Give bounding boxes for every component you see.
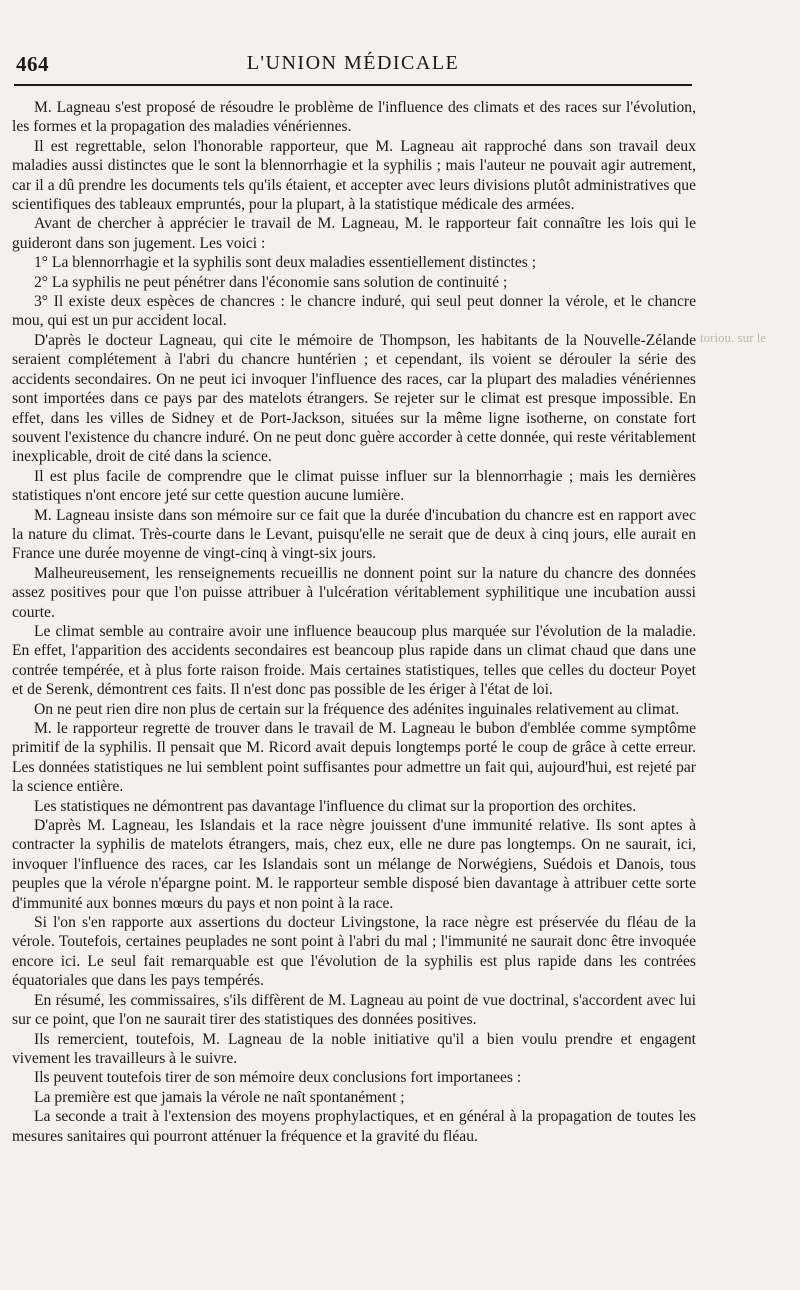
paragraph: Ils remercient, toutefois, M. Lagneau de la noble initiative qu'il a bien voulu prendre et engagent vivement les travailleurs à le suivre. xyxy=(12,1030,696,1067)
paragraph: Ils peuvent toutefois tirer de son mémoire deux conclusions fort importanees : xyxy=(34,1069,522,1087)
paragraph: M. Lagneau s'est proposé de résoudre le problème de l'influence des climats et des races sur l'évolution, les formes et la propagation des maladies vénériennes. xyxy=(12,99,696,136)
paragraph: On ne peut rien dire non plus de certain sur la fréquence des adénites inguinales relativement au climat. xyxy=(34,700,680,718)
journal-title: L'UNION MÉDICALE xyxy=(246,52,460,74)
margin-bleed-text: toriou. sur le xyxy=(700,330,767,345)
paragraph: M. Lagneau insiste dans son mémoire sur ce fait que la durée d'incubation du chancre est en rapport avec la nature du climat. Très-courte dans le Levant, puisqu'elle ne serait que de deux à cinq jours, elle aurait en France une durée moyenne de vingt-cinq à vingt-six jours. xyxy=(12,506,696,563)
list-item: 2° La syphilis ne peut pénétrer dans l'économie sans solution de continuité ; xyxy=(34,273,508,291)
header-rule xyxy=(14,84,692,86)
paragraph: En résumé, les commissaires, s'ils diffèrent de M. Lagneau au point de vue doctrinal, s'accordent avec lui sur ce point, que l'on ne saurait tirer des statistiques des données positives. xyxy=(12,991,696,1029)
paragraph: D'après M. Lagneau, les Islandais et la race nègre jouissent d'une immunité relative. Ils sont aptes à contracter la syphilis de matelots étrangers, mais, chez eux, elle ne dure pas longtemps. On ne saurait, ici, invoquer l'influence des races, car les Islandais sont un mélange de Norwégiens, Suédois et Danois, tous peuples que la vérole n'épargne point. M. le rapporteur semble disposé bien davantage à attribuer cette sorte d'immunité aux bonnes mœurs du pays et non point à la race. xyxy=(12,817,696,912)
paragraph: La première est que jamais la vérole ne naît spontanément ; xyxy=(34,1088,405,1106)
paragraph: M. le rapporteur regrette de trouver dans le travail de M. Lagneau le bubon d'emblée comme symptôme primitif de la syphilis. Il pensait que M. Ricord avait depuis longtemps porté le coup de grâce à cette erreur. Les données statistiques ne lui semblent point suffisantes pour admettre un fait qui, aujourd'hui, est rejeté par la science entière. xyxy=(12,720,696,796)
paragraph: Il est regrettable, selon l'honorable rapporteur, que M. Lagneau ait rapproché dans son travail deux maladies aussi distinctes que le sont la blennorrhagie et la syphilis ; mais l'auteur ne pouvait agir autrement, car il a dû prendre les documents tels qu'ils étaient, et accepter avec leurs divisions plutôt administratives que scientifiques des tableaux empruntés, pour la plupart, à la statistique médicale des armées. xyxy=(12,137,696,214)
page-number: 464 xyxy=(16,52,49,76)
paragraph: D'après le docteur Lagneau, qui cite le mémoire de Thompson, les habitants de la Nouvelle-Zélande seraient complétement à l'abri du chancre huntérien ; et cependant, ils voient se dérouler la série des accidents secondaires. On ne peut ici invoquer l'influence des races, car la plupart des maladies vénériennes sont importées dans ce pays par des matelots étrangers. Se rejeter sur le climat est presque impossible. En effet, dans les villes de Sidney et de Port-Jackson, situées sur la même ligne isotherne, on constate fort souvent l'existence du chancre induré. On ne peut donc guère accorder à cette donnée, qui reste véritablement inexplicable, droit de cité dans la science. xyxy=(12,331,696,466)
article-body xyxy=(12,98,696,1146)
paragraph: Le climat semble au contraire avoir une influence beaucoup plus marquée sur l'évolution de la maladie. En effet, l'apparition des accidents secondaires est beancoup plus rapide dans un climat chaud que dans une contrée tempérée, et à plus forte raison froide. Mais certaines statistiques, telles que celles du docteur Poyet et de Serenk, démontrent ces faits. Il n'est donc pas possible de les ériger à l'état de loi. xyxy=(12,622,696,699)
paragraph: Avant de chercher à apprécier le travail de M. Lagneau, M. le rapporteur fait connaître les lois qui le guideront dans son jugement. Les voici : xyxy=(12,215,696,252)
paragraph: Il est plus facile de comprendre que le climat puisse influer sur la blennorrhagie ; mais les dernières statistiques n'ont encore jeté sur cette question aucune lumière. xyxy=(12,467,696,505)
paragraph: La seconde a trait à l'extension des moyens prophylactiques, et en général à la propagation de toutes les mesures sanitaires qui pourront atténuer la fréquence et la gravité du fléau. xyxy=(12,1108,696,1145)
paragraph: Malheureusement, les renseignements recueillis ne donnent point sur la nature du chancre des données assez positives pour que l'on puisse attribuer à l'ulcération véritablement syphilitique une incubation aussi courte. xyxy=(12,564,696,621)
list-item: 1° La blennorrhagie et la syphilis sont deux maladies essentiellement distinctes ; xyxy=(34,254,537,272)
page-header xyxy=(16,50,690,80)
paragraph: Les statistiques ne démontrent pas davantage l'influence du climat sur la proportion des orchites. xyxy=(34,797,637,815)
list-item: 3° Il existe deux espèces de chancres : le chancre induré, qui seul peut donner la vérole, et le chancre mou, qui est un pur accident local. xyxy=(12,293,696,330)
paragraph: Si l'on s'en rapporte aux assertions du docteur Livingstone, la race nègre est préservée du fléau de la vérole. Toutefois, certaines peuplades ne sont point à l'abri du mal ; l'immunité ne saurait donc être invoquée encore ici. Le seul fait remarquable est que l'évolution de la syphilis est plus rapide dans les contrées équatoriales que dans les pays tempérés. xyxy=(12,914,696,990)
